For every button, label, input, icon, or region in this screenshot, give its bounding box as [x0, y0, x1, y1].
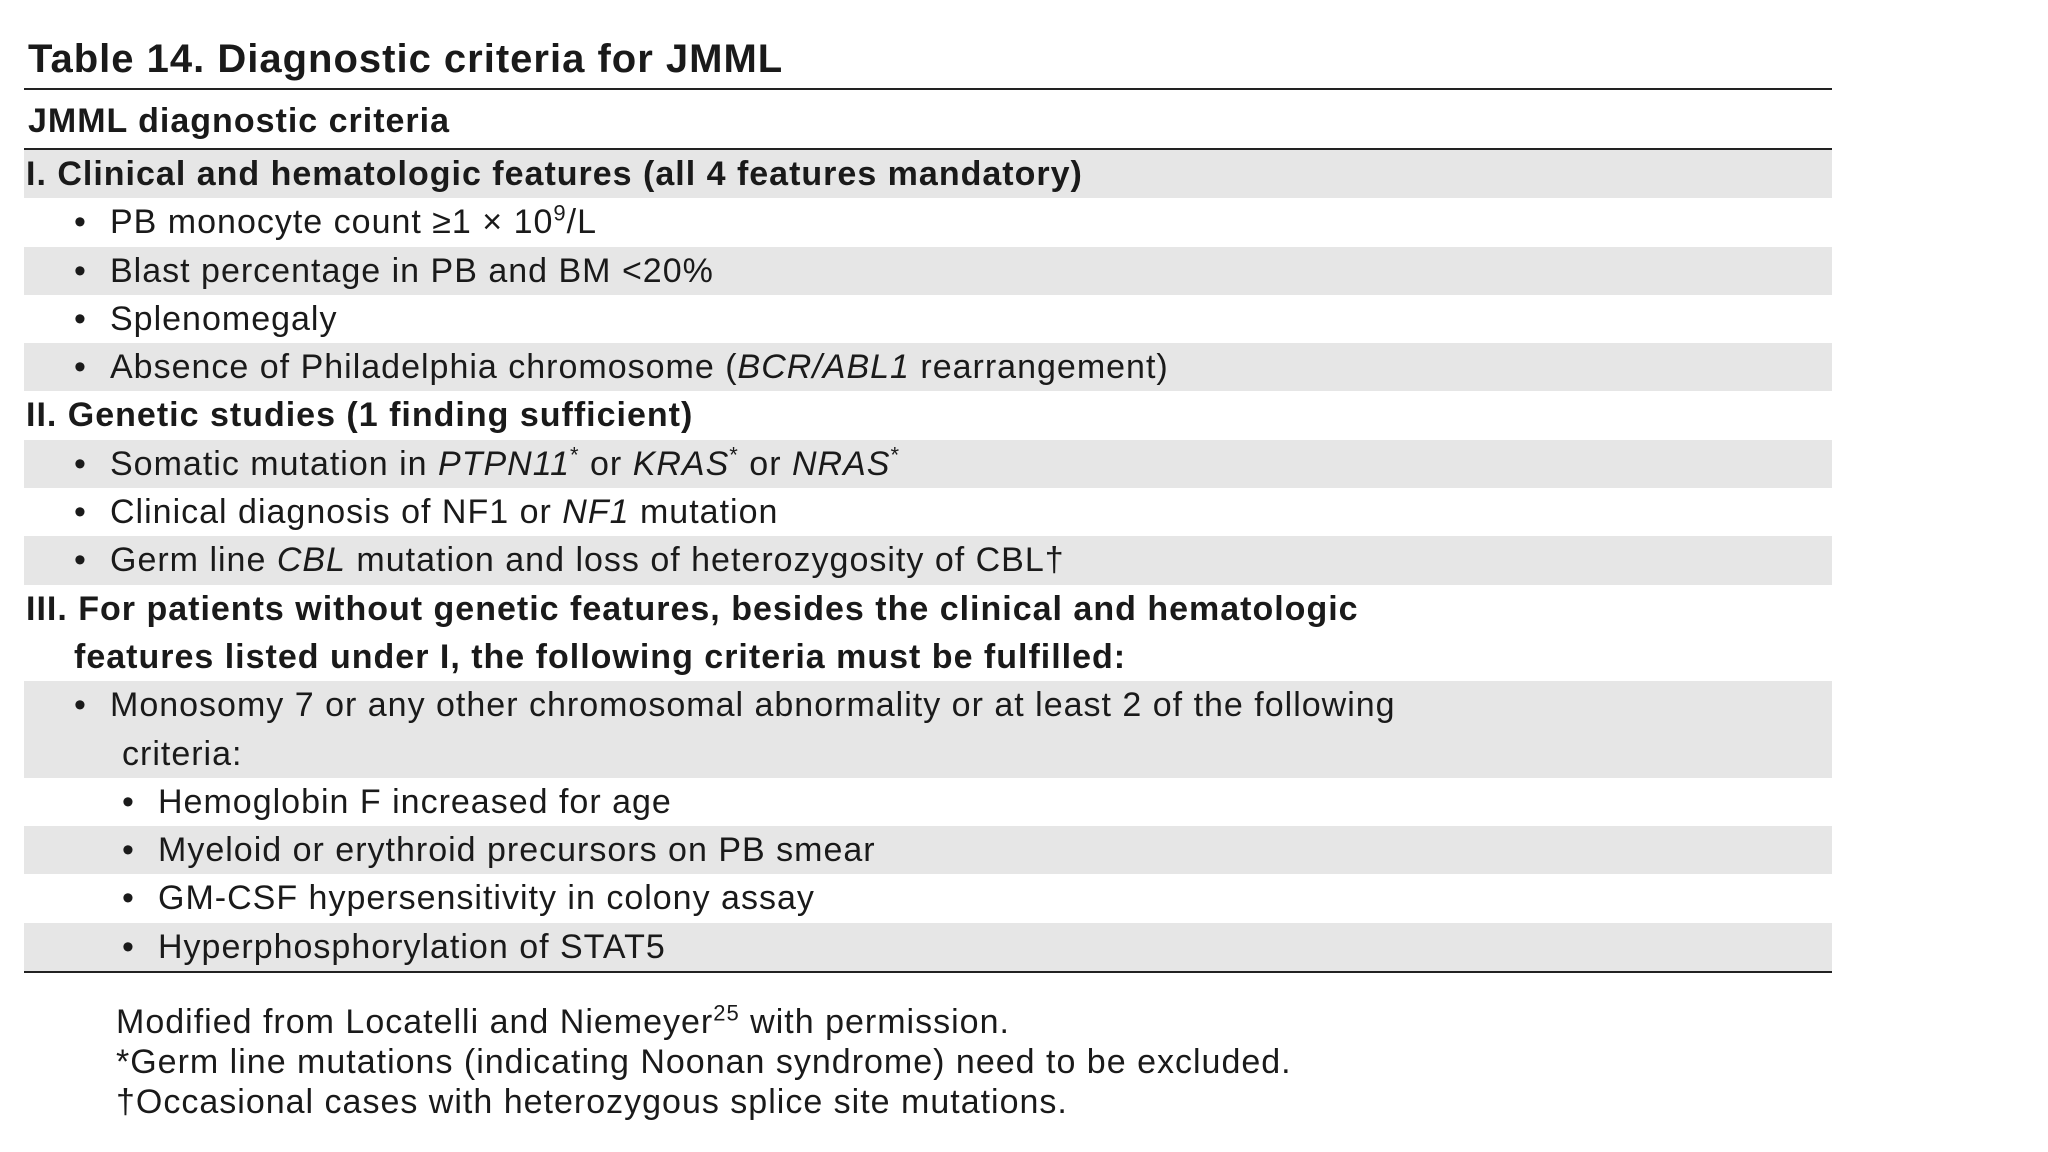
list-item-monosomy-cont: criteria:	[24, 730, 1832, 778]
list-item-blast-percentage: • Blast percentage in PB and BM <20%	[24, 247, 1832, 295]
bullet-icon: •	[74, 686, 87, 725]
bottom-rule	[24, 971, 1832, 973]
table-footnotes	[116, 1002, 1292, 1122]
bullet-icon: •	[74, 444, 87, 483]
criteria-table	[24, 30, 1832, 973]
footnote-source: Modified from Locatelli and Niemeyer$^{25}$ with permission.	[116, 1000, 1010, 1041]
section-heading-no-genetic-cont: features listed under I, the following criteria must be fulfilled:	[74, 637, 1127, 676]
column-header: JMML diagnostic criteria	[28, 102, 451, 140]
list-item-splenomegaly: • Splenomegaly	[24, 295, 1832, 343]
list-item-precursors: • Myeloid or erythroid precursors on PB smear	[24, 826, 1832, 874]
bullet-icon: •	[122, 831, 135, 870]
bullet-icon: •	[74, 493, 87, 532]
list-item-cbl: • Germ line CBL mutation and loss of heterozygosity of CBL†	[24, 536, 1832, 584]
bullet-icon: •	[74, 251, 87, 290]
list-item-stat5: • Hyperphosphorylation of STAT5	[24, 923, 1832, 971]
bullet-icon: •	[122, 927, 135, 966]
bullet-icon: •	[74, 541, 87, 580]
section-heading-no-genetic: III. For patients without genetic features, besides the clinical and hematologic	[26, 589, 1359, 628]
table-body	[24, 150, 1832, 971]
list-item-hemoglobin-f: • Hemoglobin F increased for age	[24, 778, 1832, 826]
bullet-icon: •	[74, 203, 87, 242]
list-item-monosomy: • Monosomy 7 or any other chromosomal abnormality or at least 2 of the following	[24, 681, 1832, 729]
list-item-nf1: • Clinical diagnosis of NF1 or NF1 mutation	[24, 488, 1832, 536]
section-heading-clinical: I. Clinical and hematologic features (all 4 features mandatory)	[24, 150, 1832, 198]
footnote-dagger: †Occasional cases with heterozygous splice site mutations.	[116, 1083, 1068, 1121]
bullet-icon: •	[74, 299, 87, 338]
list-item-philadelphia: • Absence of Philadelphia chromosome (BCR/ABL1 rearrangement)	[24, 343, 1832, 391]
footnote-asterisk: *Germ line mutations (indicating Noonan syndrome) need to be excluded.	[116, 1043, 1292, 1081]
bullet-icon: •	[74, 348, 87, 387]
bullet-icon: •	[122, 782, 135, 821]
bullet-icon: •	[122, 879, 135, 918]
section-heading-genetic: II. Genetic studies (1 finding sufficient)	[26, 396, 694, 435]
table-title: Table 14. Diagnostic criteria for JMML	[28, 37, 784, 81]
list-item-monocyte-count: • PB monocyte count $\ge 1 \times 10^9/L$	[24, 198, 1832, 246]
list-item-gm-csf: • GM-CSF hypersensitivity in colony assay	[24, 874, 1832, 922]
list-item-somatic-mutation: • Somatic mutation in PTPN11* or KRAS* or NRAS*	[24, 440, 1832, 488]
